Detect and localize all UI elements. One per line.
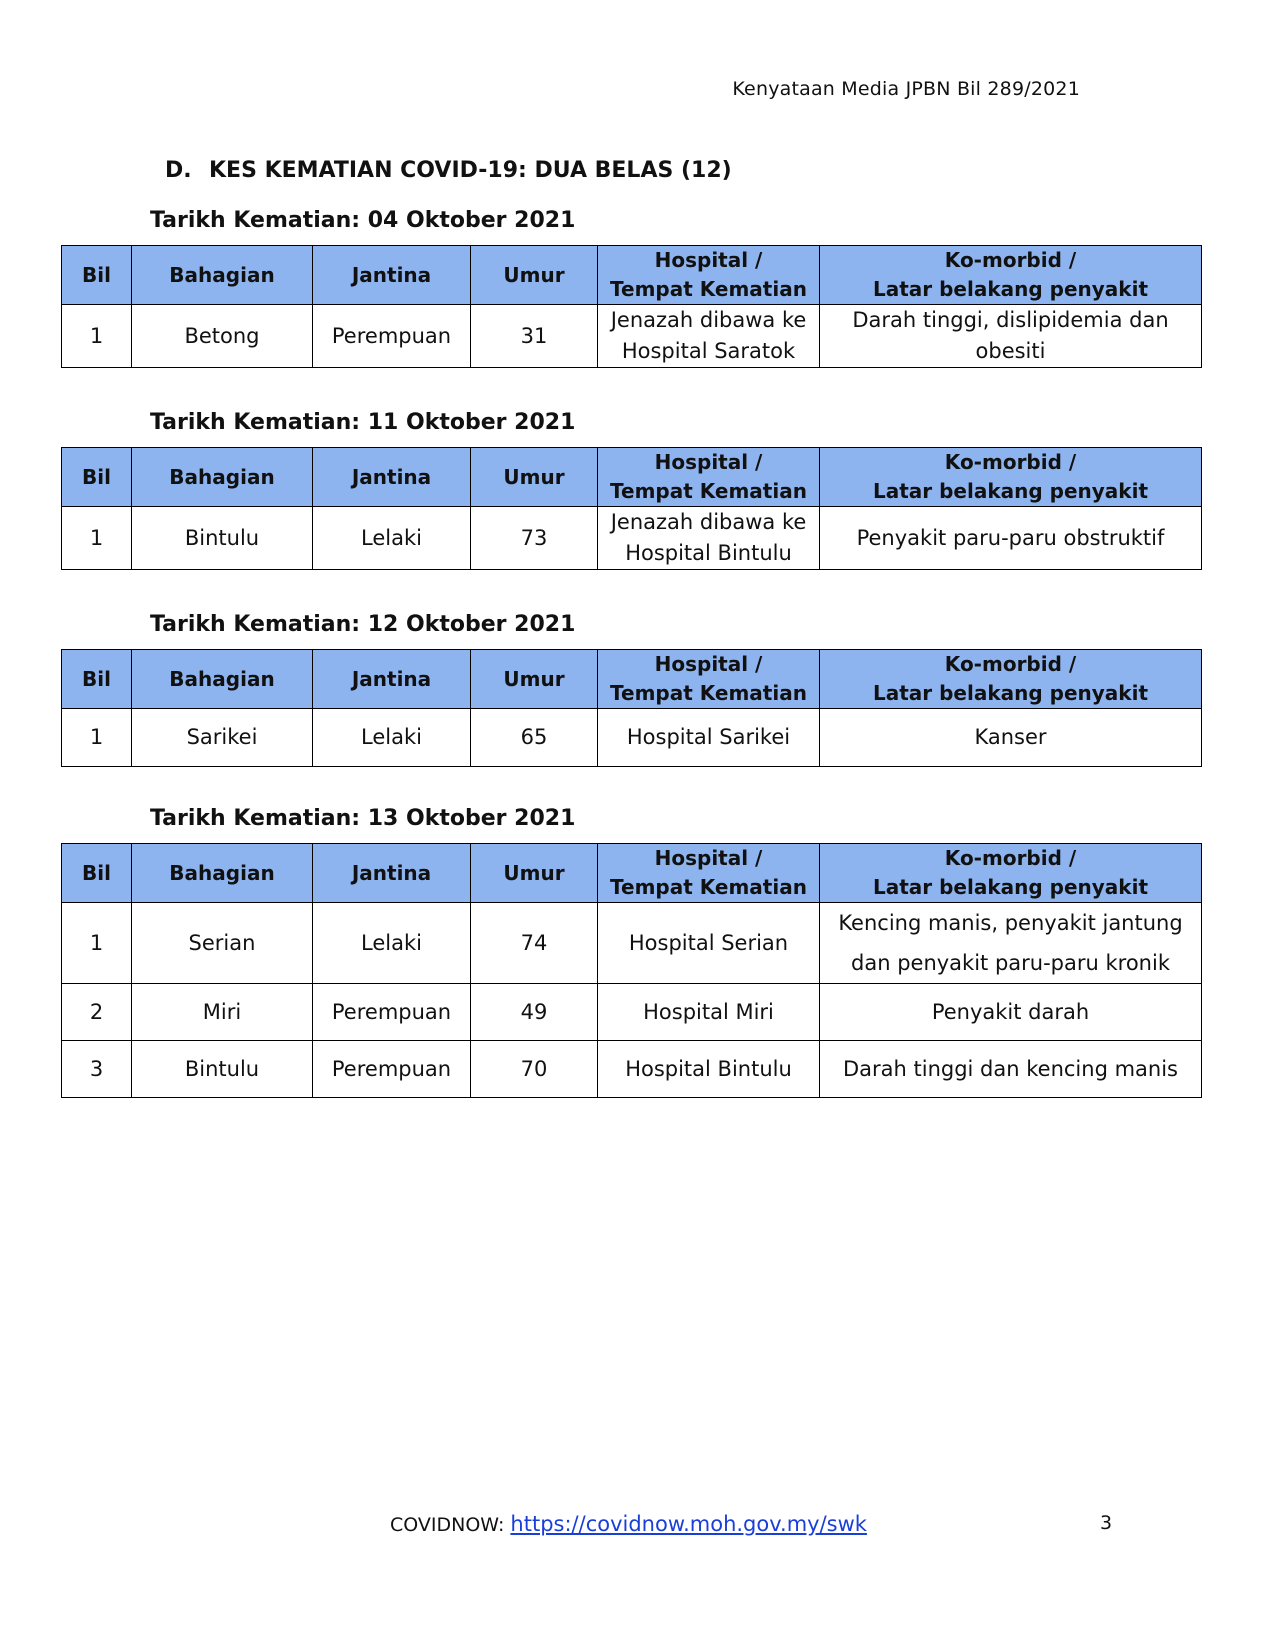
cell-bahagian: Sarikei bbox=[132, 709, 313, 767]
table-row bbox=[62, 305, 1202, 368]
column-header-jantina: Jantina bbox=[313, 844, 471, 903]
cell-umur: 70 bbox=[471, 1041, 598, 1098]
table-row bbox=[62, 507, 1202, 570]
column-header-bil: Bil bbox=[62, 246, 132, 305]
column-header-komorbid: Ko-morbid / Latar belakang penyakit bbox=[820, 246, 1202, 305]
deaths-table bbox=[61, 447, 1202, 570]
column-header-bil: Bil bbox=[62, 650, 132, 709]
date-heading: Tarikh Kematian: 12 Oktober 2021 bbox=[150, 612, 576, 637]
section-letter: D. bbox=[165, 158, 192, 183]
cell-jantina: Perempuan bbox=[313, 1041, 471, 1098]
cell-bil: 1 bbox=[62, 507, 132, 570]
column-header-jantina: Jantina bbox=[313, 246, 471, 305]
column-header-hospital: Hospital / Tempat Kematian bbox=[598, 650, 820, 709]
column-header-komorbid: Ko-morbid / Latar belakang penyakit bbox=[820, 844, 1202, 903]
footer-label: COVIDNOW: bbox=[390, 1514, 505, 1536]
cell-komorbid: Penyakit paru-paru obstruktif bbox=[820, 507, 1202, 570]
column-header-jantina: Jantina bbox=[313, 448, 471, 507]
cell-hospital: Jenazah dibawa ke Hospital Saratok bbox=[598, 305, 820, 368]
column-header-hospital: Hospital / Tempat Kematian bbox=[598, 246, 820, 305]
cell-bahagian: Miri bbox=[132, 984, 313, 1041]
table-row bbox=[62, 984, 1202, 1041]
table-row bbox=[62, 903, 1202, 984]
page-number: 3 bbox=[1100, 1512, 1113, 1534]
column-header-komorbid: Ko-morbid / Latar belakang penyakit bbox=[820, 650, 1202, 709]
cell-bil: 2 bbox=[62, 984, 132, 1041]
footer bbox=[390, 1512, 867, 1536]
cell-jantina: Perempuan bbox=[313, 984, 471, 1041]
column-header-jantina: Jantina bbox=[313, 650, 471, 709]
cell-jantina: Lelaki bbox=[313, 903, 471, 984]
column-header-bahagian: Bahagian bbox=[132, 448, 313, 507]
section-title-text: KES KEMATIAN COVID-19: DUA BELAS (12) bbox=[209, 158, 732, 183]
column-header-hospital: Hospital / Tempat Kematian bbox=[598, 448, 820, 507]
cell-hospital: Jenazah dibawa ke Hospital Bintulu bbox=[598, 507, 820, 570]
cell-bil: 3 bbox=[62, 1041, 132, 1098]
cell-bahagian: Betong bbox=[132, 305, 313, 368]
date-heading: Tarikh Kematian: 04 Oktober 2021 bbox=[150, 208, 576, 233]
cell-hospital: Hospital Sarikei bbox=[598, 709, 820, 767]
cell-komorbid: Kencing manis, penyakit jantung dan penyakit paru-paru kronik bbox=[820, 903, 1202, 984]
cell-umur: 65 bbox=[471, 709, 598, 767]
table-header-row bbox=[62, 844, 1202, 903]
column-header-bahagian: Bahagian bbox=[132, 650, 313, 709]
section-title bbox=[165, 158, 732, 183]
covidnow-link[interactable]: https://covidnow.moh.gov.my/swk bbox=[510, 1512, 867, 1536]
cell-hospital: Hospital Miri bbox=[598, 984, 820, 1041]
column-header-umur: Umur bbox=[471, 448, 598, 507]
column-header-bil: Bil bbox=[62, 448, 132, 507]
cell-bahagian: Serian bbox=[132, 903, 313, 984]
document-reference: Kenyataan Media JPBN Bil 289/2021 bbox=[732, 78, 1080, 100]
column-header-bahagian: Bahagian bbox=[132, 246, 313, 305]
cell-umur: 73 bbox=[471, 507, 598, 570]
cell-bil: 1 bbox=[62, 305, 132, 368]
cell-jantina: Lelaki bbox=[313, 507, 471, 570]
cell-komorbid: Darah tinggi, dislipidemia dan obesiti bbox=[820, 305, 1202, 368]
cell-umur: 74 bbox=[471, 903, 598, 984]
column-header-bil: Bil bbox=[62, 844, 132, 903]
column-header-hospital: Hospital / Tempat Kematian bbox=[598, 844, 820, 903]
cell-komorbid: Kanser bbox=[820, 709, 1202, 767]
column-header-umur: Umur bbox=[471, 246, 598, 305]
table-row bbox=[62, 709, 1202, 767]
column-header-komorbid: Ko-morbid / Latar belakang penyakit bbox=[820, 448, 1202, 507]
date-heading: Tarikh Kematian: 13 Oktober 2021 bbox=[150, 806, 576, 831]
cell-jantina: Perempuan bbox=[313, 305, 471, 368]
table-header-row bbox=[62, 448, 1202, 507]
cell-umur: 31 bbox=[471, 305, 598, 368]
deaths-table bbox=[61, 843, 1202, 1098]
cell-komorbid: Darah tinggi dan kencing manis bbox=[820, 1041, 1202, 1098]
column-header-umur: Umur bbox=[471, 650, 598, 709]
deaths-table bbox=[61, 649, 1202, 767]
cell-bahagian: Bintulu bbox=[132, 1041, 313, 1098]
cell-komorbid: Penyakit darah bbox=[820, 984, 1202, 1041]
table-header-row bbox=[62, 246, 1202, 305]
cell-hospital: Hospital Serian bbox=[598, 903, 820, 984]
deaths-table bbox=[61, 245, 1202, 368]
table-row bbox=[62, 1041, 1202, 1098]
table-header-row bbox=[62, 650, 1202, 709]
date-heading: Tarikh Kematian: 11 Oktober 2021 bbox=[150, 410, 576, 435]
cell-bil: 1 bbox=[62, 903, 132, 984]
cell-bahagian: Bintulu bbox=[132, 507, 313, 570]
cell-hospital: Hospital Bintulu bbox=[598, 1041, 820, 1098]
cell-bil: 1 bbox=[62, 709, 132, 767]
cell-jantina: Lelaki bbox=[313, 709, 471, 767]
column-header-bahagian: Bahagian bbox=[132, 844, 313, 903]
cell-umur: 49 bbox=[471, 984, 598, 1041]
column-header-umur: Umur bbox=[471, 844, 598, 903]
